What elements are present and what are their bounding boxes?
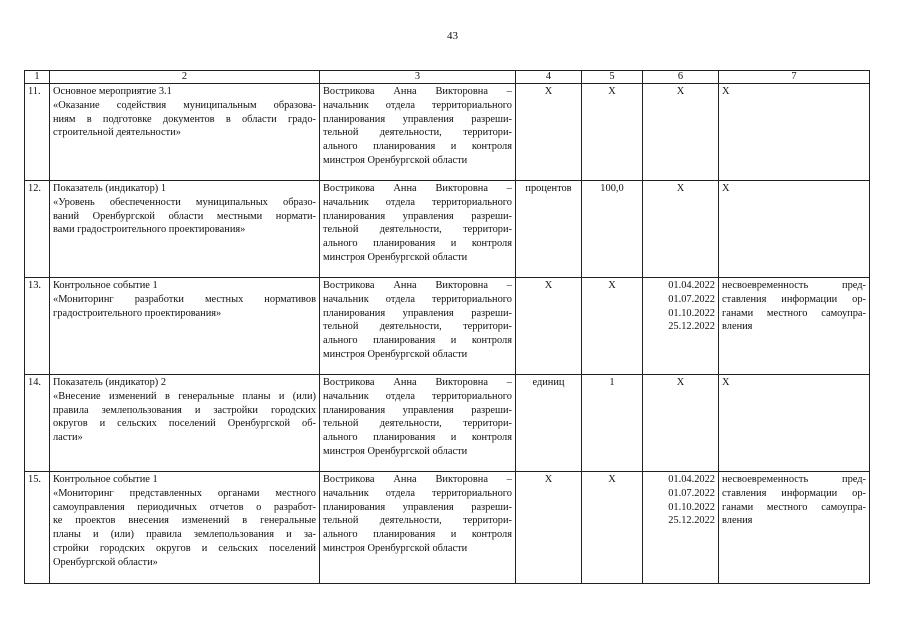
responsible-line: начальник отдела территориального [323, 196, 512, 208]
column-number: 1 [25, 71, 50, 84]
event-name [50, 375, 320, 472]
event-name-line: округов и сельских поселений Оренбургской об- [53, 418, 316, 430]
event-name-line: правила землепользования и застройки городских [53, 404, 316, 416]
responsible-line: минстроя Оренбургской области [323, 445, 468, 457]
dates-cell [643, 181, 719, 278]
note-line: ганами местного самоупра- [722, 307, 866, 319]
note-line: вления [722, 321, 753, 333]
dates-line: X [676, 86, 685, 97]
responsible-line: тельной деятельности, территори- [323, 127, 512, 139]
row-number: 13. [25, 278, 50, 375]
responsible-line: планирования управления разреши- [323, 501, 512, 513]
value-cell: X [582, 84, 643, 181]
event-name-line: Оренбургской области» [53, 556, 158, 568]
responsible-person [320, 84, 516, 181]
column-number: 4 [516, 71, 582, 84]
page-number: 43 [447, 30, 458, 42]
dates-cell [643, 278, 719, 375]
dates-line: 01.07.2022 [668, 293, 715, 305]
event-name [50, 84, 320, 181]
responsible-person [320, 375, 516, 472]
responsible-line: планирования управления разреши- [323, 210, 512, 222]
table-row [25, 84, 870, 181]
column-number: 5 [582, 71, 643, 84]
responsible-line: начальник отдела территориального [323, 390, 512, 402]
column-number-row [25, 71, 870, 84]
dates-cell [643, 375, 719, 472]
event-name [50, 278, 320, 375]
responsible-line: тельной деятельности, территори- [323, 224, 512, 236]
table-row [25, 472, 870, 584]
column-number: 6 [643, 71, 719, 84]
note-cell [719, 278, 870, 375]
column-number: 7 [719, 71, 870, 84]
column-number: 2 [50, 71, 320, 84]
event-name-line: «Внесение изменений в генеральные планы и (или) [53, 390, 316, 402]
unit-cell: единиц [516, 375, 582, 472]
event-name [50, 472, 320, 584]
event-name-line: самоуправления периодичных отчетов о разработ- [53, 501, 316, 513]
responsible-person [320, 278, 516, 375]
unit-cell: X [516, 278, 582, 375]
responsible-line: Вострикова Анна Викторовна – [323, 86, 512, 97]
responsible-person [320, 181, 516, 278]
note-line: вления [722, 515, 753, 527]
responsible-line: планирования управления разреши- [323, 113, 512, 125]
responsible-line: ального планирования и контроля [323, 432, 512, 444]
note-cell [719, 84, 870, 181]
note-line: ставления информации ор- [722, 487, 866, 499]
table-row [25, 278, 870, 375]
responsible-line: минстроя Оренбургской области [323, 154, 468, 166]
responsible-line: планирования управления разреши- [323, 404, 512, 416]
note-cell [719, 472, 870, 584]
dates-line: 01.10.2022 [668, 307, 715, 319]
row-number: 14. [25, 375, 50, 472]
responsible-line: минстроя Оренбургской области [323, 348, 468, 360]
note-line: X [722, 377, 730, 388]
unit-cell: процентов [516, 181, 582, 278]
event-name-line: Основное мероприятие 3.1 [53, 86, 172, 97]
responsible-line: тельной деятельности, территори- [323, 515, 512, 527]
event-name-line: ваний Оренбургской области местными нормати- [53, 210, 316, 222]
event-name-line: вами градостроительного проектирования» [53, 224, 246, 236]
responsible-line: Вострикова Анна Викторовна – [323, 183, 512, 194]
responsible-line: Вострикова Анна Викторовна – [323, 474, 512, 485]
value-cell: 1 [582, 375, 643, 472]
responsible-line: Вострикова Анна Викторовна – [323, 377, 512, 388]
responsible-line: минстроя Оренбургской области [323, 542, 468, 554]
value-cell: X [582, 278, 643, 375]
dates-line: X [676, 183, 685, 194]
event-name-line: «Уровень обеспеченности муниципальных образо- [53, 196, 316, 208]
responsible-line: начальник отдела территориального [323, 293, 512, 305]
event-name-line: «Мониторинг представленных органами местного [53, 487, 316, 499]
row-number: 11. [25, 84, 50, 181]
responsible-line: тельной деятельности, территори- [323, 321, 512, 333]
note-line: несвоевременность пред- [722, 474, 866, 485]
value-cell: X [582, 472, 643, 584]
responsible-line: ального планирования и контроля [323, 238, 512, 250]
event-name-line: планы и (или) правила землепользования и за- [53, 529, 316, 541]
event-name-line: «Мониторинг разработки местных нормативов [53, 293, 316, 305]
event-name-line: ниям в подготовке документов в области градо- [53, 113, 316, 125]
row-number: 15. [25, 472, 50, 584]
dates-line: 01.10.2022 [668, 501, 715, 513]
dates-line: X [676, 377, 685, 388]
plan-table [24, 70, 870, 584]
dates-line: 01.07.2022 [668, 487, 715, 499]
event-name-line: Показатель (индикатор) 2 [53, 377, 167, 388]
row-number: 12. [25, 181, 50, 278]
event-name-line: градостроительного проектирования» [53, 307, 222, 319]
event-name-line: ке проектов внесения изменений в генеральные [53, 515, 316, 527]
event-name-line: стройки городских округов и сельских поселений [53, 542, 316, 554]
table-row [25, 375, 870, 472]
responsible-line: планирования управления разреши- [323, 307, 512, 319]
responsible-line: Вострикова Анна Викторовна – [323, 280, 512, 291]
responsible-person [320, 472, 516, 584]
dates-cell [643, 84, 719, 181]
event-name-line: строительной деятельности» [53, 127, 181, 139]
responsible-line: начальник отдела территориального [323, 487, 512, 499]
event-name-line: ласти» [53, 432, 83, 444]
responsible-line: тельной деятельности, территори- [323, 418, 512, 430]
column-number: 3 [320, 71, 516, 84]
event-name-line: Контрольное событие 1 [53, 474, 158, 485]
event-name-line: Показатель (индикатор) 1 [53, 183, 167, 194]
responsible-line: ального планирования и контроля [323, 335, 512, 347]
event-name-line: «Оказание содействия муниципальным образова- [53, 99, 316, 111]
dates-line: 25.12.2022 [668, 321, 715, 333]
dates-line: 25.12.2022 [668, 515, 715, 527]
note-line: ставления информации ор- [722, 293, 866, 305]
event-name [50, 181, 320, 278]
responsible-line: минстроя Оренбургской области [323, 251, 468, 263]
responsible-line: ального планирования и контроля [323, 141, 512, 153]
note-line: X [722, 183, 730, 194]
dates-line: 01.04.2022 [668, 474, 715, 485]
unit-cell: X [516, 472, 582, 584]
value-cell: 100,0 [582, 181, 643, 278]
event-name-line: Контрольное событие 1 [53, 280, 158, 291]
responsible-line: ального планирования и контроля [323, 529, 512, 541]
dates-line: 01.04.2022 [668, 280, 715, 291]
note-cell [719, 375, 870, 472]
unit-cell: X [516, 84, 582, 181]
table-row [25, 181, 870, 278]
dates-cell [643, 472, 719, 584]
note-line: несвоевременность пред- [722, 280, 866, 291]
note-cell [719, 181, 870, 278]
responsible-line: начальник отдела территориального [323, 99, 512, 111]
note-line: X [722, 86, 730, 97]
note-line: ганами местного самоупра- [722, 501, 866, 513]
